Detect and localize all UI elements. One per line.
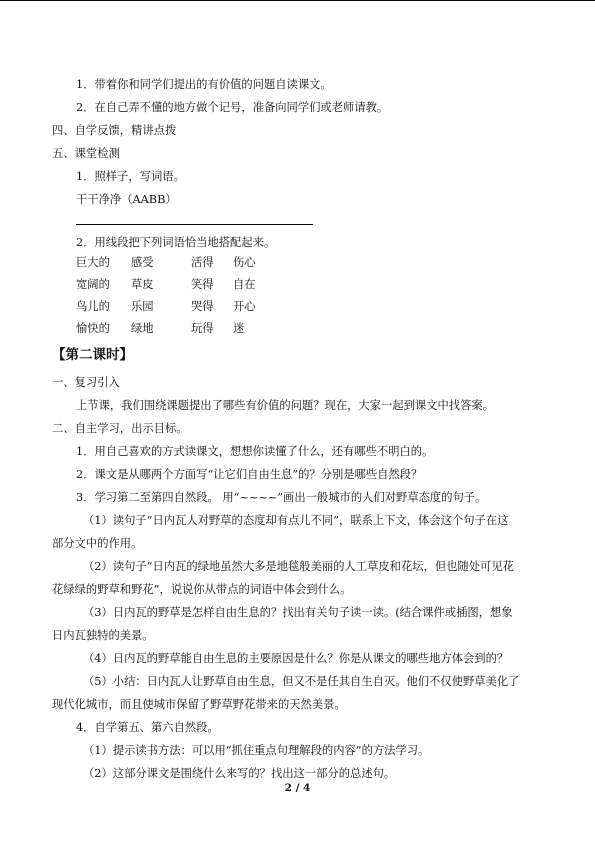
matching-row: [76, 256, 296, 278]
step-2-mark: 2．在自己弄不懂的地方做个记号，准备向同学们或老师请教。: [76, 101, 389, 114]
subtask-2-line-1: （2）读句子“日内瓦的绿地虽然大多是地毯般美丽的人工草皮和花坛，但也随处可见花: [83, 560, 514, 573]
matching-row: [76, 322, 296, 344]
matching-cell: 活得: [191, 256, 214, 269]
matching-cell: 哭得: [191, 300, 214, 313]
section-four-title: 四、自学反馈，精讲点拨: [52, 124, 177, 137]
matching-row: [76, 278, 296, 300]
matching-cell: 绿地: [131, 322, 154, 335]
matching-cell: 开心: [233, 300, 256, 313]
exercise-1-example: 干干净净（AABB）: [76, 193, 177, 206]
subtask-5-line-2: 现代化城市，而且使城市保留了野草野花带来的天然美景。: [52, 698, 346, 711]
exercise-2-prompt: 2．用线段把下列词语恰当地搭配起来。: [76, 236, 276, 249]
subtask-2-line-2: 花绿绿的野草和野花”，说说你从带点的词语中体会到什么。: [52, 583, 352, 596]
matching-cell: 迷: [233, 322, 245, 335]
matching-grid: [76, 256, 296, 344]
task-2: 2．课文是从哪两个方面写“让它们自由生息”的？分别是哪些自然段？: [76, 468, 423, 481]
review-text: 上节课，我们围绕课题提出了哪些有价值的问题？现在，大家一起到课文中找答案。: [76, 399, 494, 412]
matching-cell: 草皮: [131, 278, 154, 291]
step-1-read: 1．带着你和同学们提出的有价值的问题自读课文。: [76, 78, 332, 91]
subtask-3-line-1: （3）日内瓦的野草是怎样自由生息的？找出有关句子读一读。(结合课件或插图，想象: [83, 606, 513, 619]
task-4-subtask-1: （1）提示读书方法：可以用“抓住重点句理解段的内容”的方法学习。: [83, 744, 430, 757]
matching-cell: 玩得: [191, 322, 214, 335]
matching-row: [76, 300, 296, 322]
subtask-5-line-1: （5）小结：日内瓦人让野草自由生息，但又不是任其自生自灭。他们不仅使野草美化了: [83, 675, 520, 688]
matching-cell: 巨大的: [76, 256, 110, 269]
section-five-title: 五、课堂检测: [52, 147, 120, 160]
task-4: 4．自学第五、第六自然段。: [76, 721, 219, 734]
matching-cell: 自在: [233, 278, 256, 291]
matching-cell: 宽阔的: [76, 278, 110, 291]
page-number: 2 / 4: [284, 782, 311, 794]
matching-cell: 乐园: [131, 300, 154, 313]
second-lesson-heading: 【第二课时】: [52, 347, 133, 363]
header-rule: [0, 0, 595, 1]
subtask-4: （4）日内瓦的野草能自由生息的主要原因是什么？你是从课文的哪些地方体会到的？: [83, 652, 509, 665]
matching-cell: 愉快的: [76, 322, 110, 335]
matching-cell: 鸟儿的: [76, 300, 110, 313]
answer-blank-line: [76, 224, 313, 225]
subtask-3-line-2: 日内瓦独特的美景。: [52, 629, 154, 642]
matching-cell: 感受: [131, 256, 154, 269]
subtask-1-line-1: （1）读句子“日内瓦人对野草的态度却有点儿不同”，联系上下文，体会这个句子在这: [83, 514, 509, 527]
exercise-1-prompt: 1．照样子，写词语。: [76, 170, 185, 183]
task-3: 3．学习第二至第四自然段。 用“~~~~”画出一般城市的人们对野草态度的句子。: [76, 491, 487, 504]
matching-cell: 笑得: [191, 278, 214, 291]
task-1: 1．用自己喜欢的方式读课文，想想你读懂了什么，还有哪些不明白的。: [76, 445, 434, 458]
self-study-title: 二、自主学习，出示目标。: [52, 422, 188, 435]
subtask-1-line-2: 部分文中的作用。: [52, 537, 143, 550]
matching-cell: 伤心: [233, 256, 256, 269]
task-4-subtask-2: （2）这部分课文是围绕什么来写的？找出这一部分的总述句。: [83, 767, 396, 780]
review-title: 一、复习引入: [52, 376, 120, 389]
